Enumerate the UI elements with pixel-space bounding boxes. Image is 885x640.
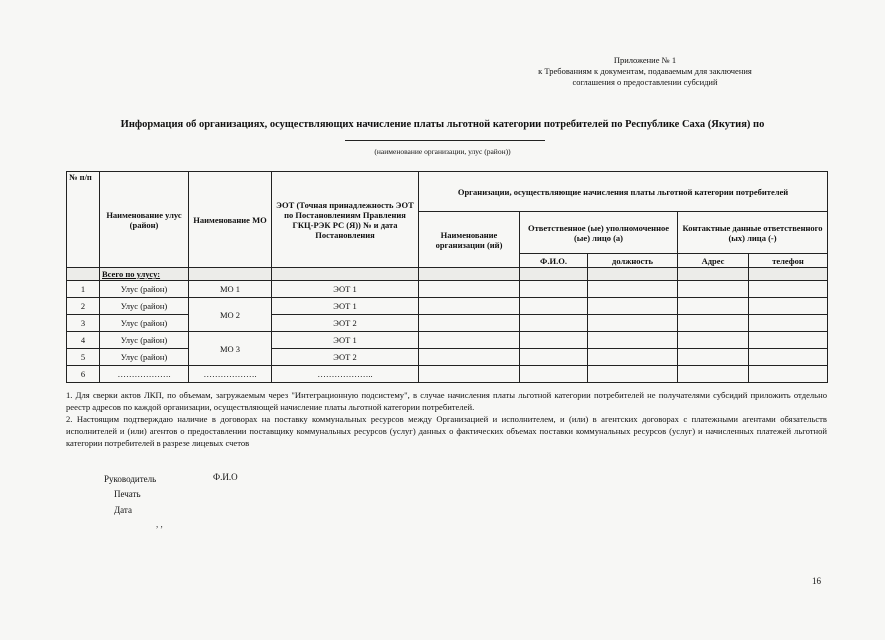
appendix-number: Приложение № 1 (613, 55, 677, 65)
page-number: 16 (812, 576, 821, 586)
header-eot: ЭОТ (Точная принадлежность ЭОТ по Постановлениям Правления ГКЦ-РЭК РС (Я)) № и дата Постановления (272, 172, 419, 268)
table-row: 3 Улус (район) ЭОТ 2 (67, 315, 828, 332)
note-reconciliation: 1. Для сверки актов ЛКП, по объемам, загружаемым через "Интеграционную подсистему", в случае начисления платы льготной категории потребителей не получателями субсидий приложить отдельно реестр адресов по каждой организации, осуществляющей начисление платы льготной категории потребителей. (66, 390, 827, 412)
appendix-reference (495, 55, 795, 88)
header-mo: Наименование МО (189, 172, 272, 268)
org-name-blank-line (345, 140, 545, 141)
appendix-requirements: к Требованиям к документам, подаваемым для заключения (538, 66, 752, 76)
mo-cell: МО 2 (189, 298, 272, 332)
header-org-name: Наименование организации (ий) (419, 212, 520, 268)
header-position: должность (588, 254, 678, 268)
total-row (67, 268, 828, 281)
signature-fio-label: Ф.И.О (213, 472, 238, 482)
total-label: Всего по улусу: (100, 268, 189, 281)
appendix-agreement: соглашения о предоставлении субсидий (572, 77, 718, 87)
table-row: 5 Улус (район) ЭОТ 2 (67, 349, 828, 366)
mo-cell: МО 3 (189, 332, 272, 366)
header-contacts: Контактные данные ответственного (ых) лица (-) (678, 212, 828, 254)
header-ulus: Наименование улус (район) (100, 172, 189, 268)
document-title: Информация об организациях, осуществляющих начисление платы льготной категории потребителей по Республике Саха (Якутия) по (120, 119, 765, 130)
note-confirmation: 2. Настоящим подтверждаю наличие в договорах на поставку коммунальных ресурсов между Организацией и исполнителем, и (или) в агентских договорах с платежными агентами обязательств исполнителей и (или) агентов о предоставлении поставщику коммунальных ресурсов (услуг) данных о фактических объемах поставки коммунальных ресурсов (услуг) и начисленных платежей льготной категории потребителей в разрезе лицевых счетов (66, 414, 827, 448)
header-orgs-group: Организации, осуществляющие начисления платы льготной категории потребителей (419, 172, 828, 212)
header-fio: Ф.И.О. (520, 254, 588, 268)
mo-cell: МО 1 (189, 281, 272, 298)
org-name-caption: (наименование организации, улус (район)) (374, 147, 511, 156)
table-row: 6 ………………. ………………. ……………….. (67, 366, 828, 383)
header-num: № п/п (67, 172, 100, 268)
footnotes (66, 389, 827, 449)
organizations-table (66, 171, 828, 383)
date-label: Дата (114, 505, 132, 515)
header-address: Адрес (678, 254, 749, 268)
signature-head-label: Руководитель (104, 474, 157, 484)
header-responsible: Ответственное (ые) уполномоченное (ые) лицо (а) (520, 212, 678, 254)
mo-cell: ………………. (189, 366, 272, 383)
table-row: 2 Улус (район) МО 2 ЭОТ 1 (67, 298, 828, 315)
table-row: 1 Улус (район) МО 1 ЭОТ 1 (67, 281, 828, 298)
stamp-label: Печать (114, 489, 141, 499)
table-row: 4 Улус (район) МО 3 ЭОТ 1 (67, 332, 828, 349)
scan-speck: , , (156, 519, 163, 529)
header-phone: телефон (749, 254, 828, 268)
